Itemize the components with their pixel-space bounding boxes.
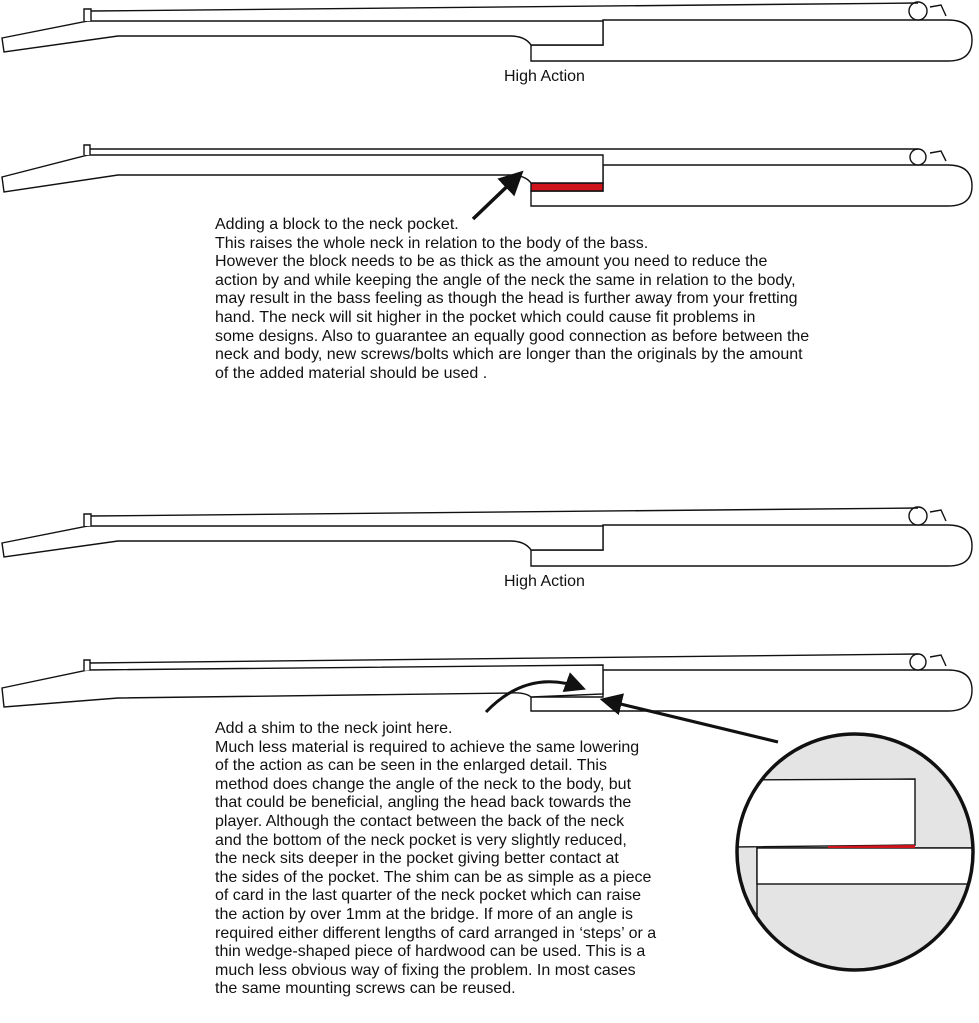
string bbox=[90, 654, 918, 663]
caption-high-action-1: High Action bbox=[504, 68, 585, 85]
enlarged-detail bbox=[735, 733, 979, 990]
nut bbox=[84, 660, 90, 671]
tailpiece bbox=[930, 151, 946, 161]
text-line: and the bottom of the neck pocket is very slightly reduced, bbox=[215, 831, 627, 849]
string bbox=[91, 3, 918, 11]
string bbox=[91, 508, 918, 516]
text-line: method does change the angle of the neck to the body, but bbox=[215, 775, 632, 793]
diagram-high-action-2 bbox=[2, 507, 972, 566]
text-line: Adding a block to the neck pocket. bbox=[215, 216, 459, 233]
text-line: This raises the whole neck in relation to the body of the bass. bbox=[215, 234, 649, 252]
caption-high-action-2: High Action bbox=[504, 573, 585, 590]
block-arrow bbox=[473, 174, 520, 219]
block-explanation-text bbox=[215, 216, 809, 383]
text-line: Add a shim to the neck joint here. bbox=[215, 720, 453, 737]
text-line: thin wedge-shaped piece of hardwood can be used. This is a bbox=[215, 943, 646, 961]
neck-pocket-block bbox=[531, 183, 603, 191]
nut bbox=[84, 514, 91, 526]
text-line: However the block needs to be as thick as the amount you need to reduce the bbox=[215, 253, 768, 271]
text-line: that could be beneficial, angling the head back towards the bbox=[215, 794, 632, 812]
text-line: the same mounting screws can be reused. bbox=[215, 980, 516, 998]
text-line: player. Although the contact between the back of the neck bbox=[215, 812, 625, 830]
text-line: required either different lengths of card arranged in ‘steps’ or a bbox=[215, 924, 657, 942]
bass-neck bbox=[2, 21, 603, 52]
text-line: the action by over 1mm at the bridge. If more of an angle is bbox=[215, 905, 633, 923]
text-line: action by and while keeping the angle of the neck the same in relation to the body, bbox=[215, 271, 796, 289]
text-line: may result in the bass feeling as though the head is further away from your fretting bbox=[215, 290, 798, 308]
tailpiece bbox=[930, 510, 946, 521]
text-line: the sides of the pocket. The shim can be as simple as a piece bbox=[215, 868, 652, 886]
text-line: of card in the last quarter of the neck pocket which can raise bbox=[215, 887, 642, 905]
diagram-block-added bbox=[2, 145, 972, 219]
text-line: much less obvious way of fixing the problem. In most cases bbox=[215, 961, 636, 979]
text-line: hand. The neck will sit higher in the pocket which could cause fit problems in bbox=[215, 308, 756, 326]
bass-neck bbox=[2, 526, 603, 557]
nut bbox=[84, 145, 90, 155]
text-line: Much less material is required to achieve the same lowering bbox=[215, 738, 640, 756]
bridge-saddle bbox=[909, 2, 927, 20]
text-line: of the added material should be used . bbox=[215, 364, 488, 382]
bridge-saddle bbox=[910, 149, 926, 165]
bass-neck bbox=[2, 155, 603, 192]
diagram-high-action-1 bbox=[2, 2, 972, 61]
text-line: the neck sits deeper in the pocket giving better contact at bbox=[215, 850, 619, 868]
text-line: of the action as can be seen in the enlarged detail. This bbox=[215, 757, 607, 775]
tailpiece bbox=[930, 5, 946, 16]
bridge-saddle bbox=[910, 654, 926, 670]
bridge-saddle bbox=[909, 507, 927, 525]
bass-neck bbox=[2, 665, 603, 707]
tailpiece bbox=[930, 655, 946, 666]
detail-neck bbox=[735, 779, 915, 847]
text-line: neck and body, new screws/bolts which are longer than the originals by the amount bbox=[215, 346, 803, 364]
nut bbox=[84, 9, 91, 21]
text-line: some designs. Also to guarantee an equally good connection as before between the bbox=[215, 327, 810, 345]
shim-explanation-text bbox=[215, 720, 656, 999]
